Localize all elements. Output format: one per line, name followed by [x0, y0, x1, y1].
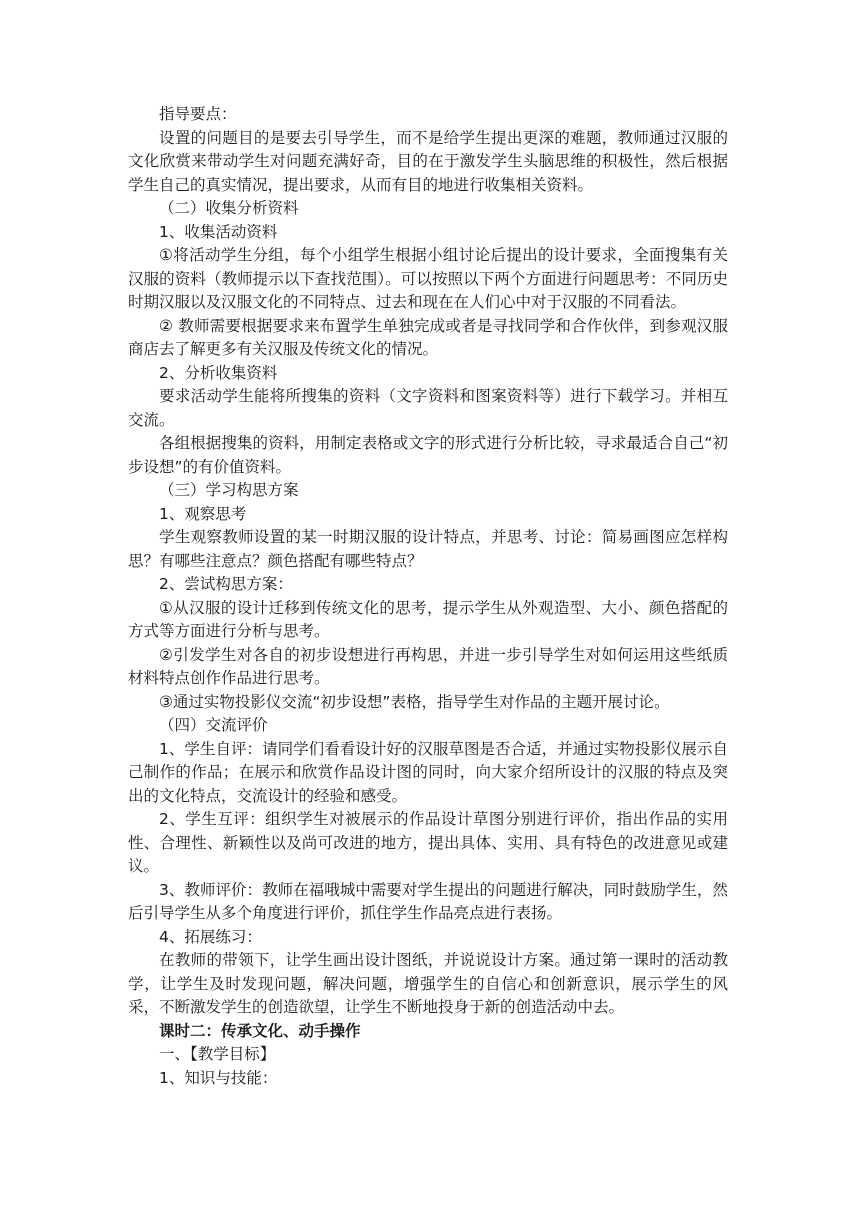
paragraph: 2、尝试构思方案： [159, 575, 293, 593]
paragraph: 设置的问题目的是要去引导学生，而不是给学生提出更深的难题，教师通过汉服的文化欣赏来带动学生对问题充满好奇，目的在于激发学生头脑思维的积极性，然后根据学生自己的真实情况，提出要求，从而有目的地进行收集相关资料。 [128, 128, 728, 194]
paragraph: 学生观察教师设置的某一时期汉服的设计特点，并思考、讨论：简易画图应怎样构思？有哪些注意点？颜色搭配有哪些特点？ [128, 528, 728, 570]
paragraph: ②引发学生对各自的初步设想进行再构思，并进一步引导学生对如何运用这些纸质材料特点创作作品进行思考。 [128, 645, 728, 687]
paragraph: （二）收集分析资料 [159, 199, 299, 217]
paragraph: 各组根据搜集的资料，用制定表格或文字的形式进行分析比较，寻求最适合自己“初步设想”的有价值资料。 [128, 434, 728, 476]
paragraph: 1、收集活动资料 [159, 222, 278, 241]
document-body [128, 103, 728, 1090]
paragraph: ② 教师需要根据要求来布置学生单独完成或者是寻找同学和合作伙伴，到参观汉服商店去了解更多有关汉服及传统文化的情况。 [128, 316, 728, 358]
paragraph: ③通过实物投影仪交流“初步设想”表格，指导学生对作品的主题开展讨论。 [159, 692, 670, 711]
paragraph: （四）交流评价 [159, 716, 268, 734]
paragraph: 指导要点： [159, 105, 237, 123]
paragraph: 1、观察思考 [159, 504, 247, 523]
paragraph: 2、分析收集资料 [159, 363, 278, 382]
paragraph: 1、学生自评：请同学们看看设计好的汉服草图是否合适，并通过实物投影仪展示自己制作的作品；在展示和欣赏作品设计图的同时，向大家介绍所设计的汉服的特点及突出的文化特点，交流设计的经验和感受。 [128, 739, 728, 805]
paragraph: 一、【教学目标】 [159, 1045, 276, 1063]
paragraph: 1、知识与技能： [159, 1068, 278, 1087]
paragraph: （三）学习构思方案 [159, 481, 299, 499]
paragraph: 3、教师评价：教师在福哦城中需要对学生提出的问题进行解决，同时鼓励学生，然后引导学生从多个角度进行评价，抓住学生作品亮点进行表扬。 [128, 880, 728, 922]
paragraph: 2、学生互评：组织学生对被展示的作品设计草图分别进行评价，指出作品的实用性、合理性、新颖性以及尚可改进的地方，提出具体、实用、具有特色的改进意见或建议。 [128, 810, 728, 875]
paragraph: ①从汉服的设计迁移到传统文化的思考，提示学生从外观造型、大小、颜色搭配的方式等方面进行分析与思考。 [128, 598, 728, 640]
section-heading: 课时二：传承文化、动手操作 [159, 1021, 361, 1040]
paragraph: 4、拓展练习： [159, 927, 262, 946]
paragraph: ①将活动学生分组，每个小组学生根据小组讨论后提出的设计要求，全面搜集有关汉服的资料（教师提示以下查找范围）。可以按照以下两个方面进行问题思考：不同历史时期汉服以及汉服文化的不同特点、过去和现在在人们心中对于汉服的不同看法。 [128, 246, 728, 311]
paragraph: 要求活动学生能将所搜集的资料（文字资料和图案资料等）进行下载学习。并相互交流。 [128, 387, 728, 429]
paragraph: 在教师的带领下，让学生画出设计图纸，并说说设计方案。通过第一课时的活动教学，让学生及时发现问题，解决问题，增强学生的自信心和创新意识，展示学生的风采，不断激发学生的创造欲望，让学生不断地投身于新的创造活动中去。 [128, 951, 728, 1016]
